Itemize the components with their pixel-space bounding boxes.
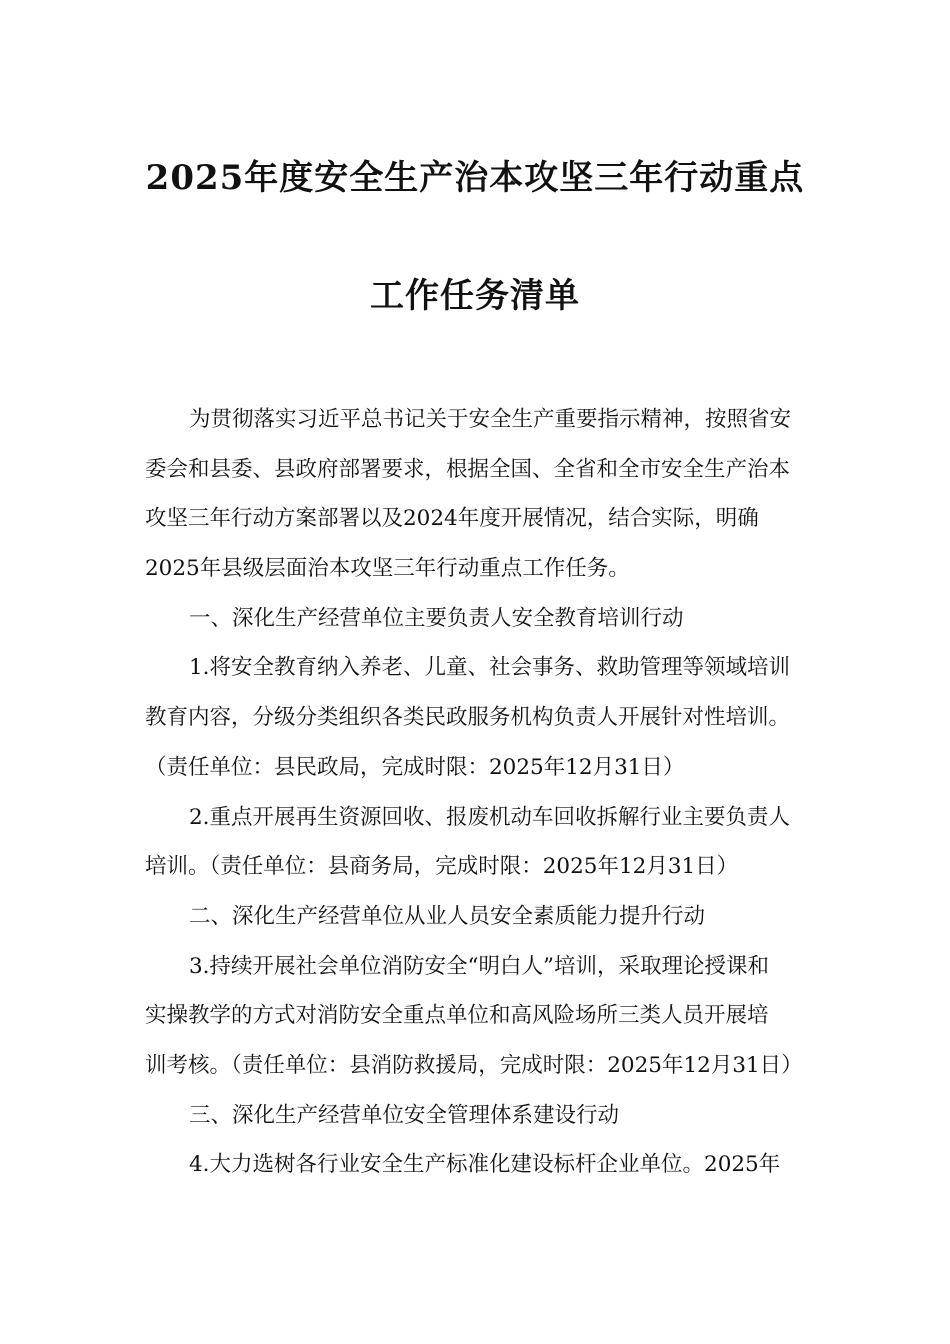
body-text-line: 实操教学的方式对消防安全重点单位和高风险场所三类人员开展培 bbox=[145, 1003, 769, 1029]
body-text-line: 1.将安全教育纳入养老、儿童、社会事务、救助管理等领域培训 bbox=[189, 655, 791, 681]
document-body bbox=[145, 402, 810, 1197]
body-text-line: （责任单位：县民政局，完成时限：2025年12月31日） bbox=[145, 754, 685, 780]
body-text-line: 4.大力选树各行业安全生产标准化建设标杆企业单位。2025年 bbox=[189, 1152, 781, 1178]
body-text-line: 委会和县委、县政府部署要求，根据全国、全省和全市安全生产治本 bbox=[145, 456, 791, 482]
body-text-line: 三、深化生产经营单位安全管理体系建设行动 bbox=[189, 1102, 620, 1128]
body-text-line: 培训。（责任单位：县商务局，完成时限：2025年12月31日） bbox=[145, 854, 739, 880]
document-title-line-2: 工作任务清单 bbox=[370, 276, 580, 316]
body-text-line: 3.持续开展社会单位消防安全“明白人”培训，采取理论授课和 bbox=[189, 953, 769, 979]
body-text-line: 二、深化生产经营单位从业人员安全素质能力提升行动 bbox=[189, 903, 706, 929]
body-text-line: 2025年县级层面治本攻坚三年行动重点工作任务。 bbox=[145, 556, 630, 582]
document-title-line-1: 2025年度安全生产治本攻坚三年行动重点 bbox=[145, 158, 805, 198]
body-text-line: 为贯彻落实习近平总书记关于安全生产重要指示精神，按照省安 bbox=[189, 407, 792, 432]
body-text-line: 一、深化生产经营单位主要负责人安全教育培训行动 bbox=[189, 605, 684, 631]
body-text-line: 2.重点开展再生资源回收、报废机动车回收拆解行业主要负责人 bbox=[189, 804, 791, 830]
body-text-line: 教育内容，分级分类组织各类民政服务机构负责人开展针对性培训。 bbox=[145, 705, 791, 731]
body-text-line: 训考核。（责任单位：县消防救援局，完成时限：2025年12月31日） bbox=[145, 1052, 803, 1078]
body-text-line: 攻坚三年行动方案部署以及2024年度开展情况，结合实际，明确 bbox=[145, 506, 759, 532]
